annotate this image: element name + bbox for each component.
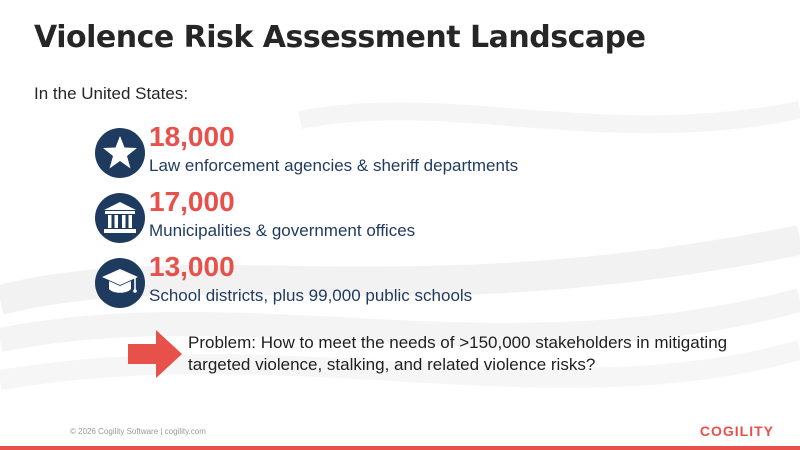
stat-number: 13,000: [149, 251, 235, 282]
stat-label: Law enforcement agencies & sheriff departments: [149, 156, 519, 175]
stat-label: Municipalities & government offices: [149, 221, 416, 240]
footer-copyright: © 2026 Cogility Software | cogility.com: [70, 427, 206, 436]
stat-school-districts: [95, 251, 695, 316]
problem-statement: Problem: How to meet the needs of >150,000 stakeholders in mitigating targeted violence, stalking, and related violence risks?: [188, 333, 728, 374]
arrow-right-icon: [128, 330, 182, 378]
bottom-accent-bar: [0, 446, 800, 450]
stat-number: 18,000: [149, 121, 235, 152]
star-icon: [95, 128, 145, 178]
stat-number: 17,000: [149, 186, 235, 217]
stat-label: School districts, plus 99,000 public schools: [149, 286, 473, 305]
graduation-cap-icon: [95, 258, 145, 308]
government-building-icon: [95, 193, 145, 243]
stat-law-enforcement: [95, 121, 695, 186]
cogility-logo: COGILITY: [699, 423, 774, 439]
intro-text: In the United States:: [34, 84, 189, 103]
stat-municipalities: [95, 186, 695, 251]
slide-title: Violence Risk Assessment Landscape: [34, 20, 646, 55]
